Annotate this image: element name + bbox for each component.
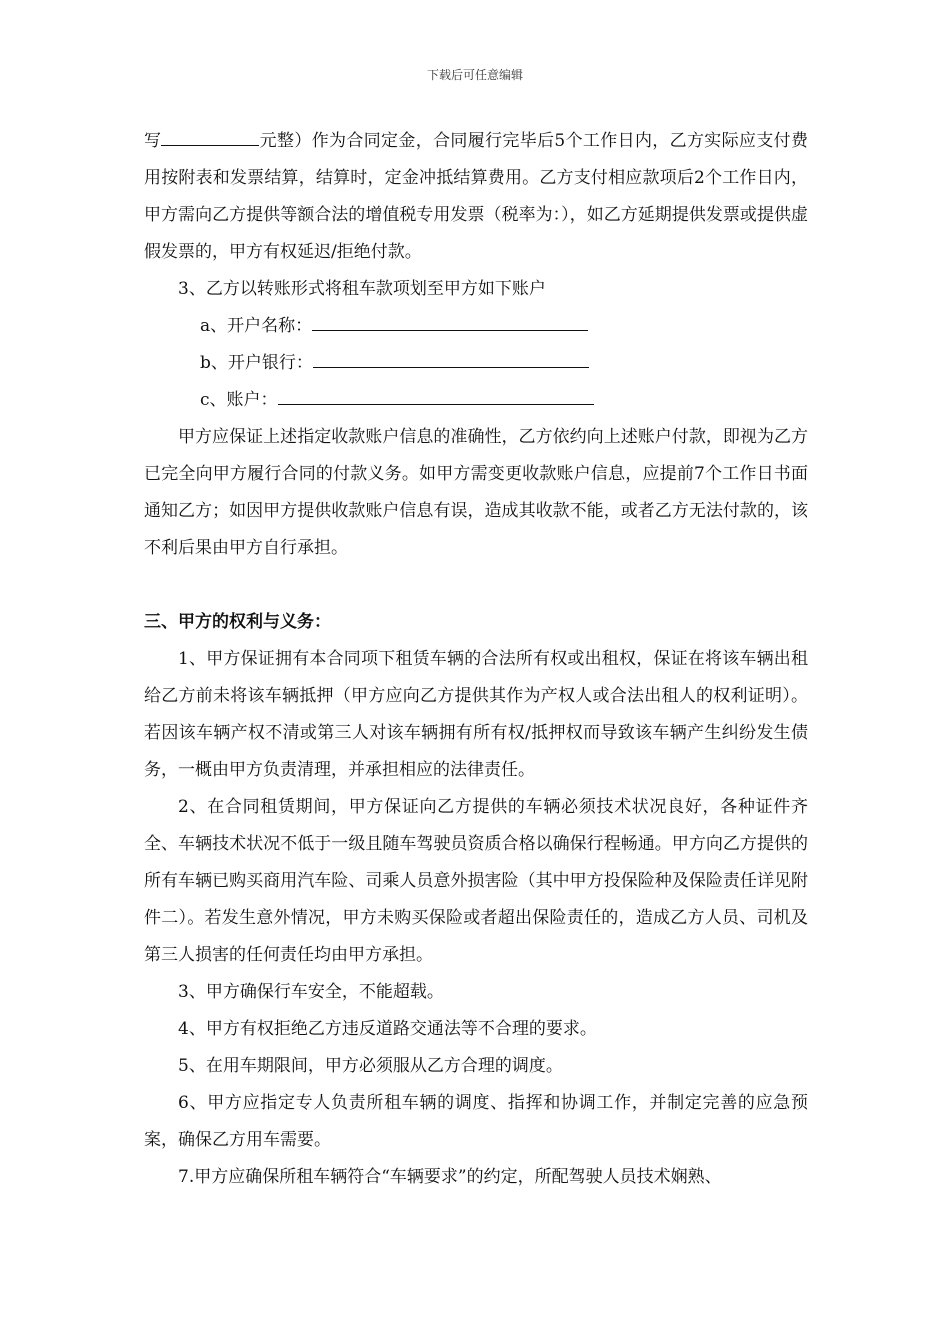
paragraph-account-accuracy: 甲方应保证上述指定收款账户信息的准确性，乙方依约向上述账户付款，即视为乙方已完全向甲方履行合同的付款义务。如甲方需变更收款账户信息，应提前7个工作日书面通知乙方；如因甲方提供收款账户信息有误，造成其收款不能，或者乙方无法付款的，该不利后果由甲方自行承担。	[144, 427, 808, 558]
document-body	[144, 123, 808, 1196]
account-bank-line	[144, 345, 808, 382]
section-3-item-3: 3、甲方确保行车安全，不能超载。	[178, 982, 444, 1002]
account-number-blank	[278, 386, 594, 405]
paragraph-item-3: 3、乙方以转账形式将租车款项划至甲方如下账户	[178, 279, 546, 299]
section-3-item-5: 5、在用车期限间，甲方必须服从乙方合理的调度。	[178, 1056, 563, 1076]
section-3-item-1: 1、甲方保证拥有本合同项下租赁车辆的合法所有权或出租权，保证在将该车辆出租给乙方前未将该车辆抵押（甲方应向乙方提供其作为产权人或合法出租人的权利证明）。若因该车辆产权不清或第三人对该车辆拥有所有权/抵押权而导致该车辆产生纠纷发生债务，一概由甲方负责清理，并承担相应的法律责任。	[144, 649, 808, 780]
paragraph-deposit	[144, 123, 808, 271]
account-name-blank	[312, 312, 588, 331]
section-3-title: 三、甲方的权利与义务：	[144, 612, 331, 632]
account-name-line	[144, 308, 808, 345]
section-3-item-7: 7.甲方应确保所租车辆符合“车辆要求”的约定，所配驾驶人员技术娴熟、	[178, 1167, 722, 1187]
deposit-text: 元整）作为合同定金，合同履行完毕后5个工作日内，乙方实际应支付费用按附表和发票结算，结算时，定金冲抵结算费用。乙方支付相应款项后2个工作日内，甲方需向乙方提供等额合法的增值税专用发票（税率为：），如乙方延期提供发票或提供虚假发票的，甲方有权延迟/拒绝付款。	[144, 131, 808, 262]
account-number-label: c、账户：	[200, 390, 278, 410]
section-3-item-4: 4、甲方有权拒绝乙方违反道路交通法等不合理的要求。	[178, 1019, 597, 1039]
account-name-label: a、开户名称：	[200, 316, 313, 336]
section-3-item-2: 2、在合同租赁期间，甲方保证向乙方提供的车辆必须技术状况良好，各种证件齐全、车辆技术状况不低于一级且随车驾驶员资质合格以确保行程畅通。甲方向乙方提供的所有车辆已购买商用汽车险、司乘人员意外损害险（其中甲方投保险种及保险责任详见附件二）。若发生意外情况，甲方未购买保险或者超出保险责任的，造成乙方人员、司机及第三人损害的任何责任均由甲方承担。	[144, 797, 808, 965]
account-number-line	[144, 382, 808, 419]
account-bank-label: b、开户银行：	[200, 353, 313, 373]
section-gap	[144, 567, 808, 604]
section-3-item-6: 6、甲方应指定专人负责所租车辆的调度、指挥和协调工作，并制定完善的应急预案，确保乙方用车需要。	[144, 1093, 808, 1150]
header-note: 下载后可任意编辑	[426, 68, 523, 82]
account-bank-blank	[313, 349, 589, 368]
deposit-prefix: 写	[144, 131, 162, 151]
deposit-amount-blank	[161, 127, 259, 146]
